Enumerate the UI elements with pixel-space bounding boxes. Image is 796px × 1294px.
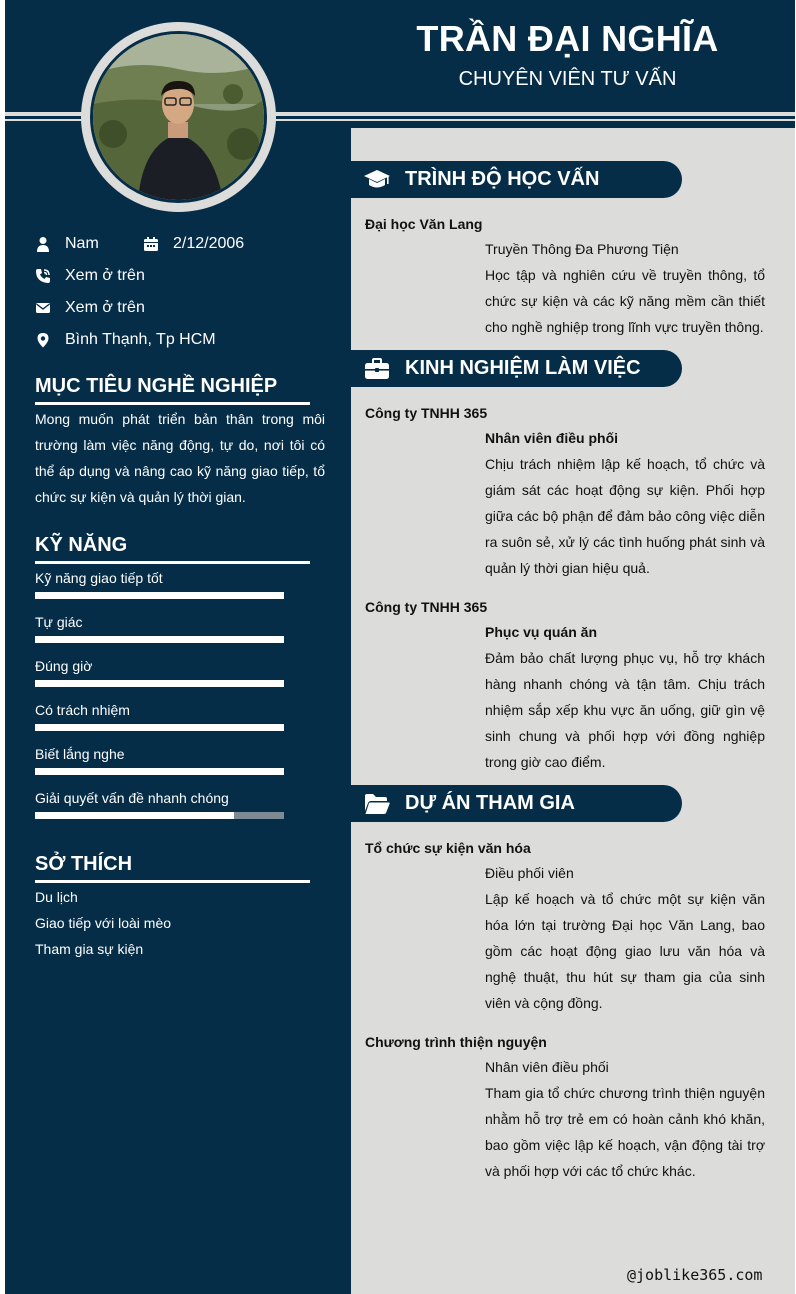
experience-org: Công ty TNHH 365 [365, 599, 488, 615]
skills-rule [35, 561, 310, 564]
skill-level-fill [35, 680, 284, 687]
address-row [35, 331, 216, 349]
skill-level-fill [35, 768, 284, 775]
experience-org: Công ty TNHH 365 [365, 405, 488, 421]
phone-value: Xem ở trên [65, 267, 145, 284]
skill-label: Tự giác [35, 614, 83, 630]
phone-icon [35, 268, 51, 284]
skill-label: Có trách nhiệm [35, 702, 130, 718]
experience-role: Nhân viên điều phối [485, 430, 619, 446]
skill-level-bar [35, 592, 284, 599]
hobby-item: Tham gia sự kiện [35, 941, 144, 957]
project-desc: Tham gia tổ chức chương trình thiện nguyện nhằm hỗ trợ trẻ em có hoàn cảnh khó khăn, bao gồm việc lập kế hoạch, vận động tài trợ và phối hợp với các tổ chức khác. [485, 1085, 765, 1179]
education-org: Đại học Văn Lang [365, 216, 483, 232]
project-name: Chương trình thiện nguyện [365, 1034, 547, 1050]
skill-level-fill [35, 636, 284, 643]
email-value: Xem ở trên [65, 299, 145, 316]
projects-title: DỰ ÁN THAM GIA [405, 792, 575, 814]
skill-level-fill [35, 812, 234, 819]
skill-label: Biết lắng nghe [35, 746, 125, 762]
job-title: CHUYÊN VIÊN TƯ VẤN [458, 68, 677, 90]
envelope-icon [35, 300, 51, 316]
skill-level-fill [35, 724, 284, 731]
candidate-name: TRẦN ĐẠI NGHĨA [416, 18, 719, 59]
avatar [90, 31, 267, 203]
experience-desc: Chịu trách nhiệm lập kế hoạch, tổ chức và giám sát các hoạt động sự kiện. Phối hợp giữa các bộ phận để đảm bảo công việc diễn ra suôn sẻ, xử lý các tình huống phát sinh và quản lý thời gian hiệu quả. [485, 456, 765, 576]
objective-text: Mong muốn phát triển bản thân trong môi trường làm việc năng động, tự do, nơi tôi có thể áp dụng và nâng cao kỹ năng giao tiếp, tổ chức sự kiện và quản lý thời gian. [35, 411, 325, 505]
gender-value: Nam [65, 235, 99, 252]
dob-row [143, 235, 244, 253]
hobbies-title: SỞ THÍCH [35, 853, 133, 875]
address-value: Bình Thạnh, Tp HCM [65, 331, 216, 348]
watermark: @joblike365.com [627, 1266, 763, 1284]
hobby-item: Du lịch [35, 889, 78, 905]
folder-open-icon [363, 790, 391, 818]
skill-label: Đúng giờ [35, 658, 93, 674]
experience-role: Phục vụ quán ăn [485, 624, 598, 640]
phone-row [35, 267, 145, 285]
email-row [35, 299, 145, 317]
education-major: Truyền Thông Đa Phương Tiện [485, 241, 679, 257]
graduation-cap-icon [363, 166, 391, 194]
avatar-photo [93, 34, 264, 200]
project-role: Điều phối viên [485, 865, 574, 881]
calendar-icon [143, 236, 159, 252]
objective-title: MỤC TIÊU NGHỀ NGHIỆP [35, 375, 278, 397]
hobbies-rule [35, 880, 310, 883]
skill-level-bar [35, 768, 284, 775]
user-icon [35, 236, 51, 252]
avatar-frame [81, 22, 276, 212]
skill-level-bar [35, 812, 284, 819]
skill-level-fill [35, 592, 284, 599]
experience-title: KINH NGHIỆM LÀM VIỆC [405, 357, 641, 379]
education-header [351, 161, 682, 198]
skill-level-bar [35, 680, 284, 687]
education-desc: Học tập và nghiên cứu về truyền thông, tổ chức sự kiện và các kỹ năng mềm cần thiết cho nghề nghiệp trong lĩnh vực truyền thông. [485, 267, 765, 335]
gender-row [35, 235, 99, 253]
project-name: Tổ chức sự kiện văn hóa [365, 840, 531, 856]
map-pin-icon [35, 332, 51, 348]
skills-title: KỸ NĂNG [35, 534, 128, 556]
experience-header [351, 350, 682, 387]
skill-level-bar [35, 636, 284, 643]
skill-level-bar [35, 724, 284, 731]
dob-value: 2/12/2006 [173, 235, 245, 252]
skill-label: Kỹ năng giao tiếp tốt [35, 570, 163, 586]
projects-header [351, 785, 682, 822]
skill-label: Giải quyết vấn đề nhanh chóng [35, 790, 229, 806]
education-title: TRÌNH ĐỘ HỌC VẤN [405, 168, 600, 190]
experience-desc: Đảm bảo chất lượng phục vụ, hỗ trợ khách hàng nhanh chóng và tận tâm. Chịu trách nhiệm sắp xếp khu vực ăn uống, giữ gìn vệ sinh chung và phối hợp với đồng nghiệp trong giờ cao điểm. [485, 650, 765, 770]
resume-page [5, 0, 795, 1294]
objective-rule [35, 402, 310, 405]
hobby-item: Giao tiếp với loài mèo [35, 915, 172, 931]
briefcase-icon [363, 355, 391, 383]
project-role: Nhân viên điều phối [485, 1059, 609, 1075]
project-desc: Lập kế hoạch và tổ chức một sự kiện văn hóa lớn tại trường Đại học Văn Lang, bao gồm các hoạt động giao lưu văn hóa và nghệ thuật, thu hút sự tham gia của sinh viên và cộng đồng. [485, 891, 765, 1011]
